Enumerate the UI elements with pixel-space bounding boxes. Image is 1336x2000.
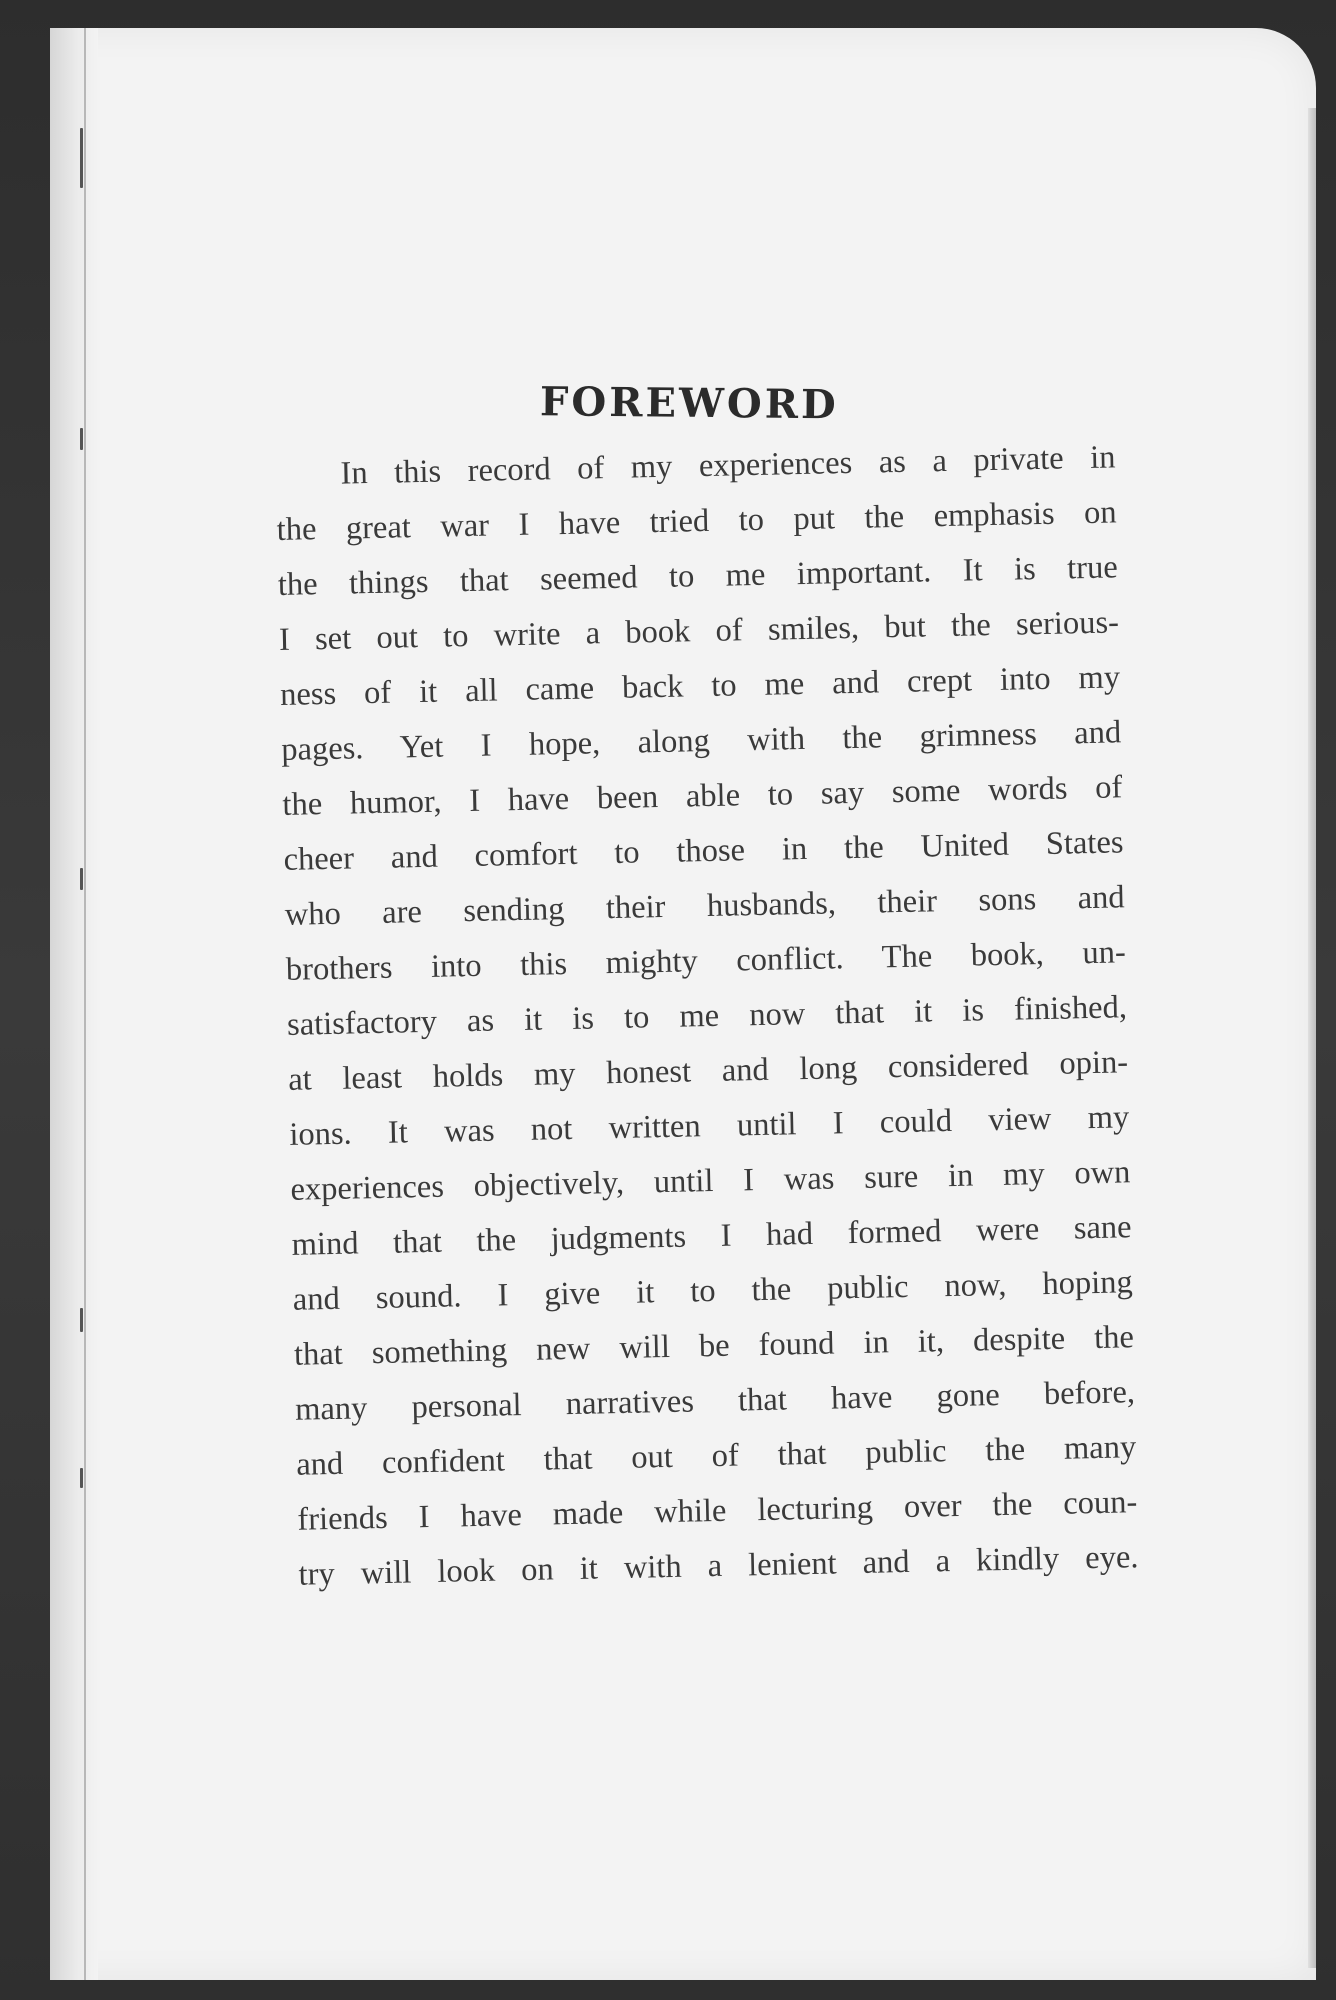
text-line: and sound. I give it to the public now, hoping — [292, 1264, 1134, 1318]
text-line: that something new will be found in it, despite the — [293, 1319, 1135, 1373]
text-line: pages. Yet I hope, along with the grimness and — [280, 714, 1122, 768]
text-line: ness of it all came back to me and crept into my — [279, 659, 1121, 713]
text-line: mind that the judgments I had formed were sane — [291, 1209, 1132, 1263]
text-line: experiences objectively, until I was sure in my own — [290, 1154, 1131, 1208]
text-line: the things that seemed to me important. It is true — [277, 549, 1119, 603]
text-line: the great war I have tried to put the emphasis on — [276, 494, 1117, 548]
text-line: satisfactory as it is to me now that it is finished, — [286, 989, 1128, 1043]
binding-line — [84, 28, 86, 1980]
foreword-heading: FOREWORD — [539, 378, 839, 429]
text-line: many personal narratives that have gone before, — [294, 1374, 1136, 1428]
text-line: try will look on it with a lenient and a kindly eye. — [298, 1539, 1139, 1593]
page-edge — [1308, 108, 1316, 1968]
text-line: brothers into this mighty conflict. The book, un- — [285, 934, 1127, 988]
page-gutter — [50, 28, 98, 1980]
text-line: ions. It was not written until I could view my — [289, 1099, 1130, 1153]
text-line: at least holds my honest and long considered opin- — [287, 1044, 1129, 1098]
text-line: and confident that out of that public the many — [295, 1429, 1137, 1483]
foreword-text — [275, 430, 1139, 1602]
text-line: the humor, I have been able to say some words of — [282, 769, 1123, 823]
text-line: In this record of my experiences as a private in — [340, 439, 1116, 492]
text-line: cheer and comfort to those in the United States — [283, 824, 1124, 878]
text-line: friends I have made while lecturing over the coun- — [297, 1484, 1138, 1538]
text-line: who are sending their husbands, their sons and — [284, 879, 1125, 933]
binding-stitch-mark — [80, 428, 83, 450]
binding-stitch-mark — [80, 1468, 83, 1488]
binding-stitch-mark — [80, 868, 83, 890]
text-line: I set out to write a book of smiles, but the serious- — [278, 604, 1120, 658]
binding-stitch-mark — [80, 128, 83, 188]
binding-stitch-mark — [80, 1308, 83, 1332]
